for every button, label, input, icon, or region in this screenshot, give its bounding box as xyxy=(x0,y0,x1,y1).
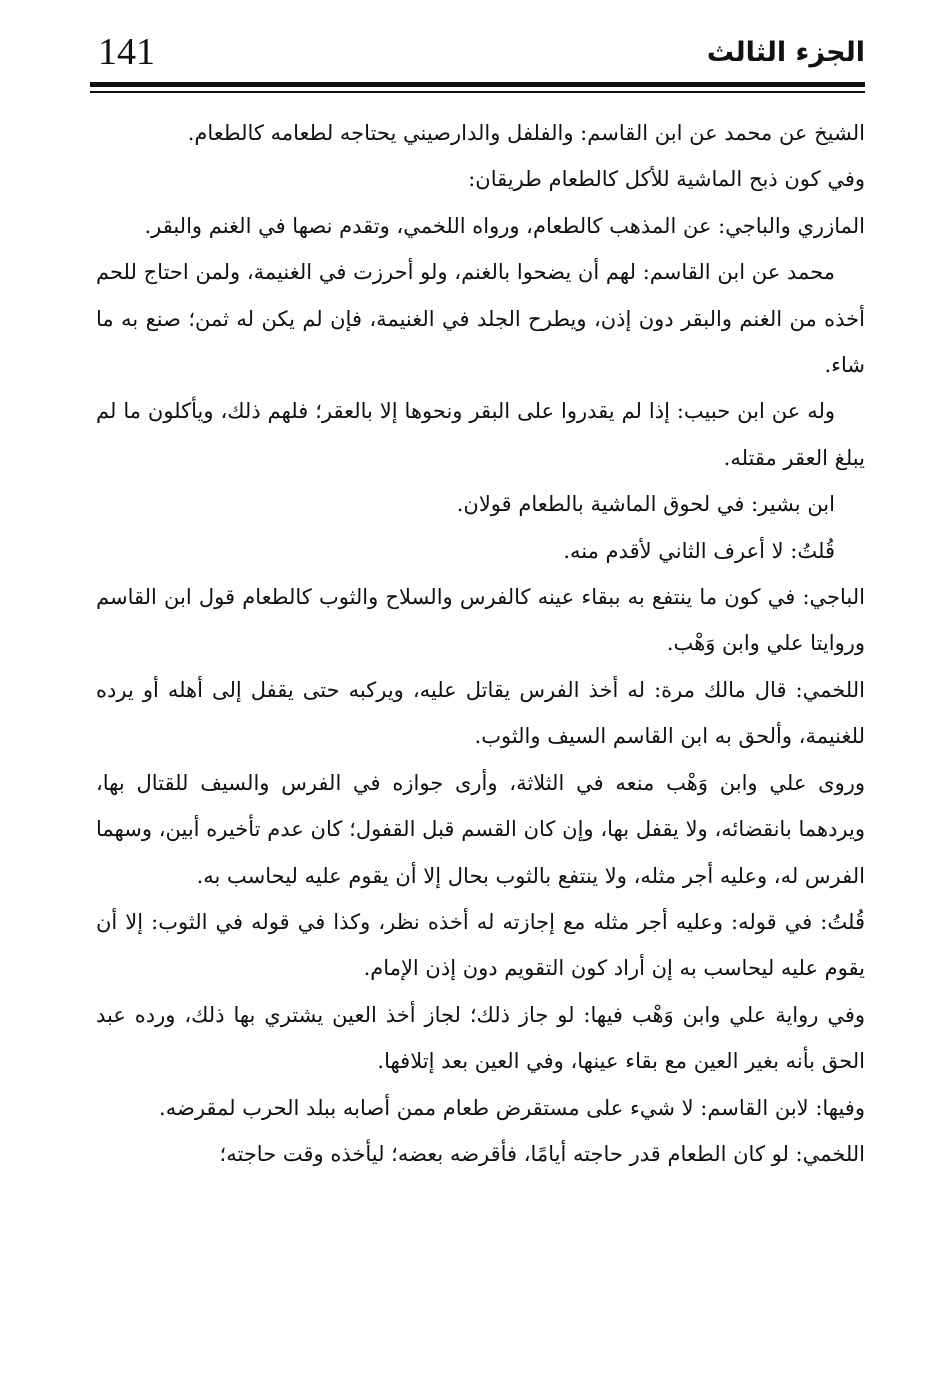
paragraph: اللخمي: لو كان الطعام قدر حاجته أيامًا، فأقرضه بعضه؛ ليأخذه وقت حاجته؛ xyxy=(219,1141,865,1166)
paragraph: قُلتُ: لا أعرف الثاني لأقدم منه. xyxy=(563,538,835,563)
body-text xyxy=(96,110,865,1177)
paragraph: المازري والباجي: عن المذهب كالطعام، ورواه اللخمي، وتقدم نصها في الغنم والبقر. xyxy=(144,213,865,238)
header-rule-thin xyxy=(90,91,865,93)
paragraph: محمد عن ابن القاسم: لهم أن يضحوا بالغنم، ولو أحرزت في الغنيمة، ولمن احتاج للحم أخذه من الغنم والبقر دون إذن، ويطرح الجلد في الغنيمة، فإن لم يكن له ثمن؛ صنع به ما شاء. xyxy=(96,260,865,378)
paragraph: الباجي: في كون ما ينتفع به ببقاء عينه كالفرس والسلاح والثوب كالطعام قول ابن القاسم وروايتا علي وابن وَهْب. xyxy=(96,585,865,656)
page-header xyxy=(92,26,865,78)
header-rule-thick xyxy=(90,82,865,87)
paragraph: وفيها: لابن القاسم: لا شيء على مستقرض طعام ممن أصابه ببلد الحرب لمقرضه. xyxy=(159,1095,865,1120)
paragraph: الشيخ عن محمد عن ابن القاسم: والفلفل والدارصيني يحتاجه لطعامه كالطعام. xyxy=(187,121,865,145)
paragraph: قُلتُ: في قوله: وعليه أجر مثله مع إجازته له أخذه نظر، وكذا في قوله في الثوب: إلا أن يقوم عليه ليحاسب به إن أراد كون التقويم دون إذن الإمام. xyxy=(96,909,865,981)
paragraph: وروى علي وابن وَهْب منعه في الثلاثة، وأرى جوازه في الفرس والسيف للقتال بها، ويردهما بانقضائه، ولا يقفل بها، وإن كان القسم قبل القفول؛ كان عدم تأخيره أبين، وسهما الفرس له، وعليه أجر مثله، ولا ينتفع بالثوب بحال إلا أن يقوم عليه ليحاسب به. xyxy=(96,770,865,888)
page-number: 141 xyxy=(98,31,155,73)
running-title: الجزء الثالث xyxy=(706,37,865,68)
paragraph: ابن بشير: في لحوق الماشية بالطعام قولان. xyxy=(456,492,835,517)
paragraph: وفي كون ذبح الماشية للأكل كالطعام طريقان: xyxy=(468,167,865,192)
paragraph: وفي رواية علي وابن وَهْب فيها: لو جاز ذلك؛ لجاز أخذ العين يشتري بها ذلك، ورده عبد الحق بأنه بغير العين مع بقاء عينها، وفي العين بعد إتلافها. xyxy=(96,1002,865,1074)
paragraph: اللخمي: قال مالك مرة: له أخذ الفرس يقاتل عليه، ويركبه حتى يقفل إلى أهله أو يرده للغنيمة، وألحق به ابن القاسم السيف والثوب. xyxy=(96,677,865,749)
paragraph: وله عن ابن حبيب: إذا لم يقدروا على البقر ونحوها إلا بالعقر؛ فلهم ذلك، ويأكلون ما لم يبلغ العقر مقتله. xyxy=(96,399,865,470)
